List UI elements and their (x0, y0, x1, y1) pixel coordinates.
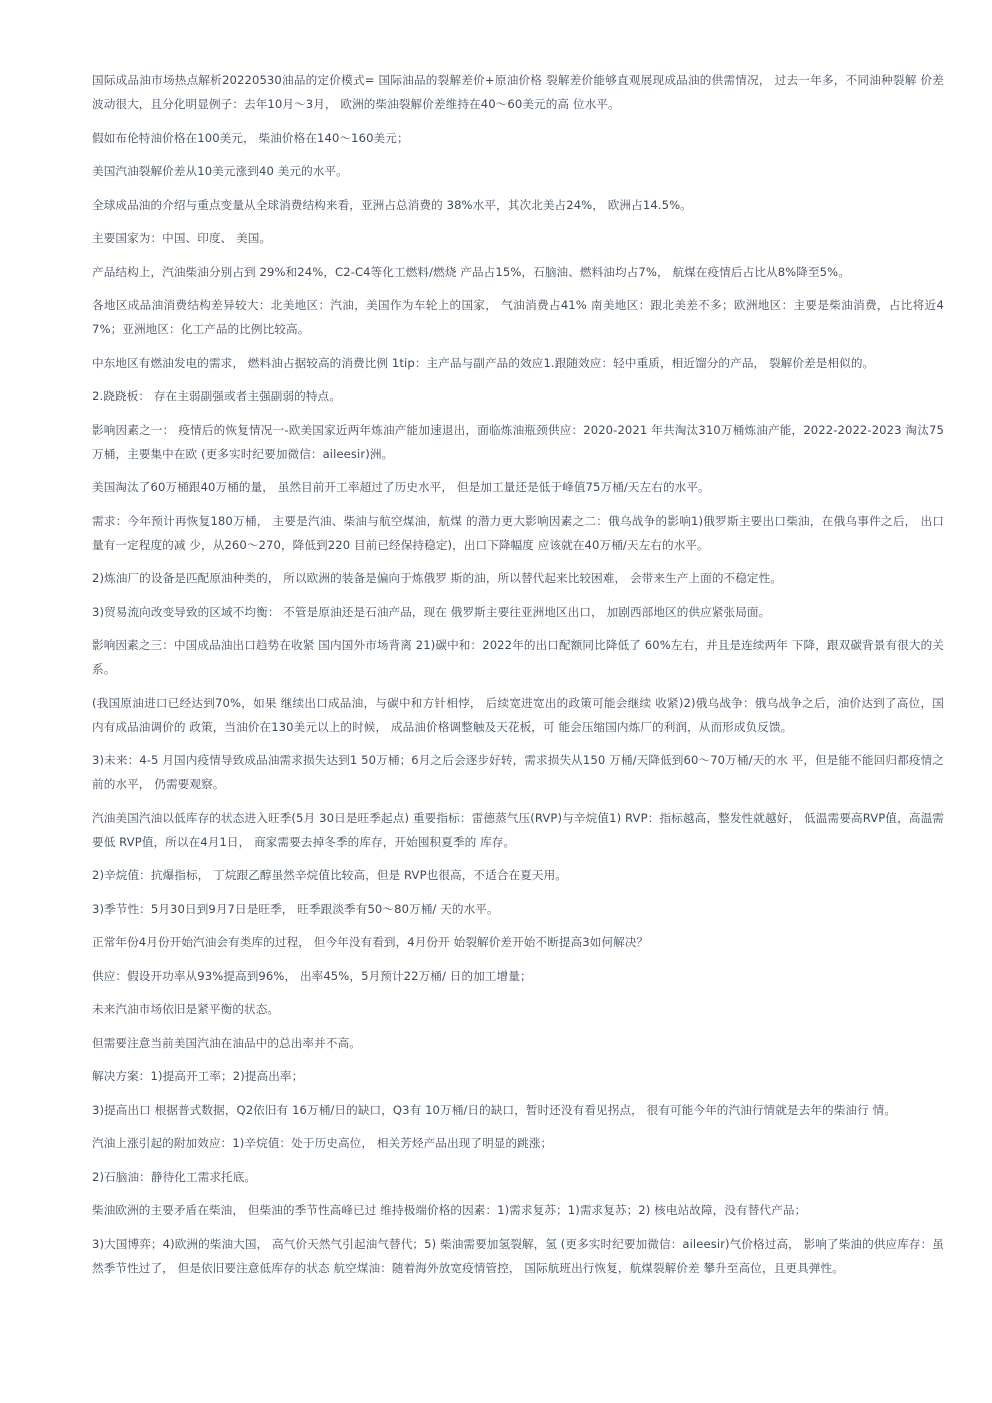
paragraph: 2.跷跷板： 存在主弱副强或者主强副弱的特点。 (92, 389, 341, 403)
paragraph: 解决方案：1)提高开工率；2)提高出率； (92, 1069, 304, 1083)
paragraph: 各地区成品油消费结构差异较大：北美地区：汽油，美国作为车轮上的国家， 气油消费占41% 南美地区：跟北美差不多；欧洲地区：主要是柴油消费，占比将近47%；亚洲地区：化工产品的比例比较高。 (92, 298, 944, 336)
paragraph: 需求：今年预计再恢复180万桶， 主要是汽油、柴油与航空煤油，航煤 的潜力更大影响因素之二：俄乌战争的影响1)俄罗斯主要出口柴油，在俄乌事件之后， 出口量有一定程度的减 少，从260～270，降低到220 目前已经保持稳定)，出口下降幅度 应该就在40万桶/天左右的水平。 (92, 513, 944, 552)
paragraph: 未来汽油市场依旧是紧平衡的状态。 (92, 1002, 280, 1016)
paragraph: 汽油上涨引起的附加效应：1)辛烷值：处于历史高位， 相关芳烃产品出现了明显的跳涨； (92, 1136, 553, 1150)
paragraph: 影响因素之三：中国成品油出口趋势在收紧 国内国外市场背离 21)碳中和：2022年的出口配额同比降低了 60%左右，并且是连续两年 下降，跟双碳背景有很大的关系。 (92, 638, 944, 676)
paragraph: 2)辛烷值：抗爆指标， 丁烷跟乙醇虽然辛烷值比较高，但是 RVP也很高，不适合在夏天用。 (92, 868, 567, 882)
document-body (92, 68, 944, 1289)
paragraph: 产品结构上，汽油柴油分别占到 29%和24%，C2-C4等化工燃料/燃烧 产品占15%，石脑油、燃料油均占7%， 航煤在疫情后占比从8%降至5%。 (92, 264, 850, 279)
paragraph: 3)大国博弈；4)欧洲的柴油大国， 高气价天然气引起油气替代；5) 柴油需要加氢裂解，氢 (更多实时纪要加微信：aileesir)气价格过高， 影响了柴油的供应库存：虽然季节性过了， 但是依旧要注意低库存的状态 航空煤油：随着海外放宽疫情管控， 国际航班出行恢复，航煤裂解价差 攀升至高位，且更具弹性。 (92, 1236, 944, 1275)
paragraph: 美国汽油裂解价差从10美元涨到40 美元的水平。 (92, 164, 348, 178)
paragraph: (我国原油进口已经达到70%，如果 继续出口成品油，与碳中和方针相悖， 后续宽进宽出的政策可能会继续 收紧)2)俄乌战争：俄乌战争之后，油价达到了高位，国内有成品油调价的 政策，当油价在130美元以上的时候， 成品油价格调整触及天花板，可 能会压缩国内炼厂的利润，从而形成负反馈。 (92, 695, 944, 734)
paragraph: 全球成品油的介绍与重点变量从全球消费结构来看，亚洲占总消费的 38%水平，其次北美占24%， 欧洲占14.5%。 (92, 197, 692, 212)
paragraph: 假如布伦特油价格在100美元， 柴油价格在140～160美元； (92, 130, 409, 145)
paragraph: 但需要注意当前美国汽油在油品中的总出率并不高。 (92, 1035, 361, 1050)
paragraph: 国际成品油市场热点解析20220530油品的定价模式= 国际油品的裂解差价+原油价格 裂解差价能够直观展现成品油的供需情况， 过去一年多，不同油种裂解 价差波动很大，且分化明显例子：去年10月～3月， 欧洲的柴油裂解价差维持在40～60美元的高 位水平。 (92, 73, 944, 111)
paragraph: 3)提高出口 根据普式数据，Q2依旧有 16万桶/日的缺口，Q3有 10万桶/日的缺口，暂时还没有看见拐点， 很有可能今年的汽油行情就是去年的柴油行 情。 (92, 1102, 896, 1117)
paragraph: 3)贸易流向改变导致的区域不均衡： 不管是原油还是石油产品，现在 俄罗斯主要往亚洲地区出口， 加剧西部地区的供应紧张局面。 (92, 604, 771, 619)
paragraph: 美国淘汰了60万桶跟40万桶的量， 虽然目前开工率超过了历史水平， 但是加工量还是低于峰值75万桶/天左右的水平。 (92, 480, 710, 494)
paragraph: 主要国家为：中国、印度、 美国。 (92, 231, 272, 245)
paragraph: 供应：假设开功率从93%提高到96%， 出率45%，5月预计22万桶/ 日的加工增量； (92, 968, 532, 983)
paragraph: 柴油欧洲的主要矛盾在柴油， 但柴油的季节性高峰已过 维持极端价格的因素：1)需求复苏；1)需求复苏；2) 核电站故障，没有替代产品； (92, 1203, 807, 1217)
paragraph: 3)季节性：5月30日到9月7日是旺季， 旺季跟淡季有50～80万桶/ 天的水平。 (92, 901, 499, 916)
paragraph: 正常年份4月份开始汽油会有类库的过程， 但今年没有看到，4月份开 始裂解价差开始不断提高3如何解决？ (92, 935, 649, 949)
paragraph: 中东地区有燃油发电的需求， 燃料油占据较高的消费比例 1tip：主产品与副产品的效应1.跟随效应：轻中重质，相近馏分的产品， 裂解价差是相似的。 (92, 355, 875, 370)
paragraph: 3)未来：4-5 月国内疫情导致成品油需求损失达到1 50万桶；6月之后会逐步好转，需求损失从150 万桶/天降低到60～70万桶/天的水 平，但是能不能回归都疫情之前的水平， 仍需要观察。 (92, 753, 944, 791)
paragraph: 汽油美国汽油以低库存的状态进入旺季(5月 30日是旺季起点) 重要指标：雷德蒸气压(RVP)与辛烷值1) RVP：指标越高，整发性就越好， 低温需要高RVP值，高温需要低 RVP值，所以在4月1日， 商家需要去掉冬季的库存，开始囤积夏季的 库存。 (92, 810, 944, 849)
paragraph: 2)石脑油：静待化工需求托底。 (92, 1169, 257, 1184)
paragraph: 2)炼油厂的设备是匹配原油种类的， 所以欧洲的装备是偏向于炼俄罗 斯的油，所以替代起来比较困难， 会带来生产上面的不稳定性。 (92, 571, 783, 585)
paragraph: 影响因素之一： 疫情后的恢复情况一-欧美国家近两年炼油产能加速退出，面临炼油瓶颈供应：2020-2021 年共淘汰310万桶炼油产能，2022-2022-2023 淘汰75万桶，主要集中在欧 (更多实时纪要加微信：aileesir)洲。 (92, 422, 944, 461)
